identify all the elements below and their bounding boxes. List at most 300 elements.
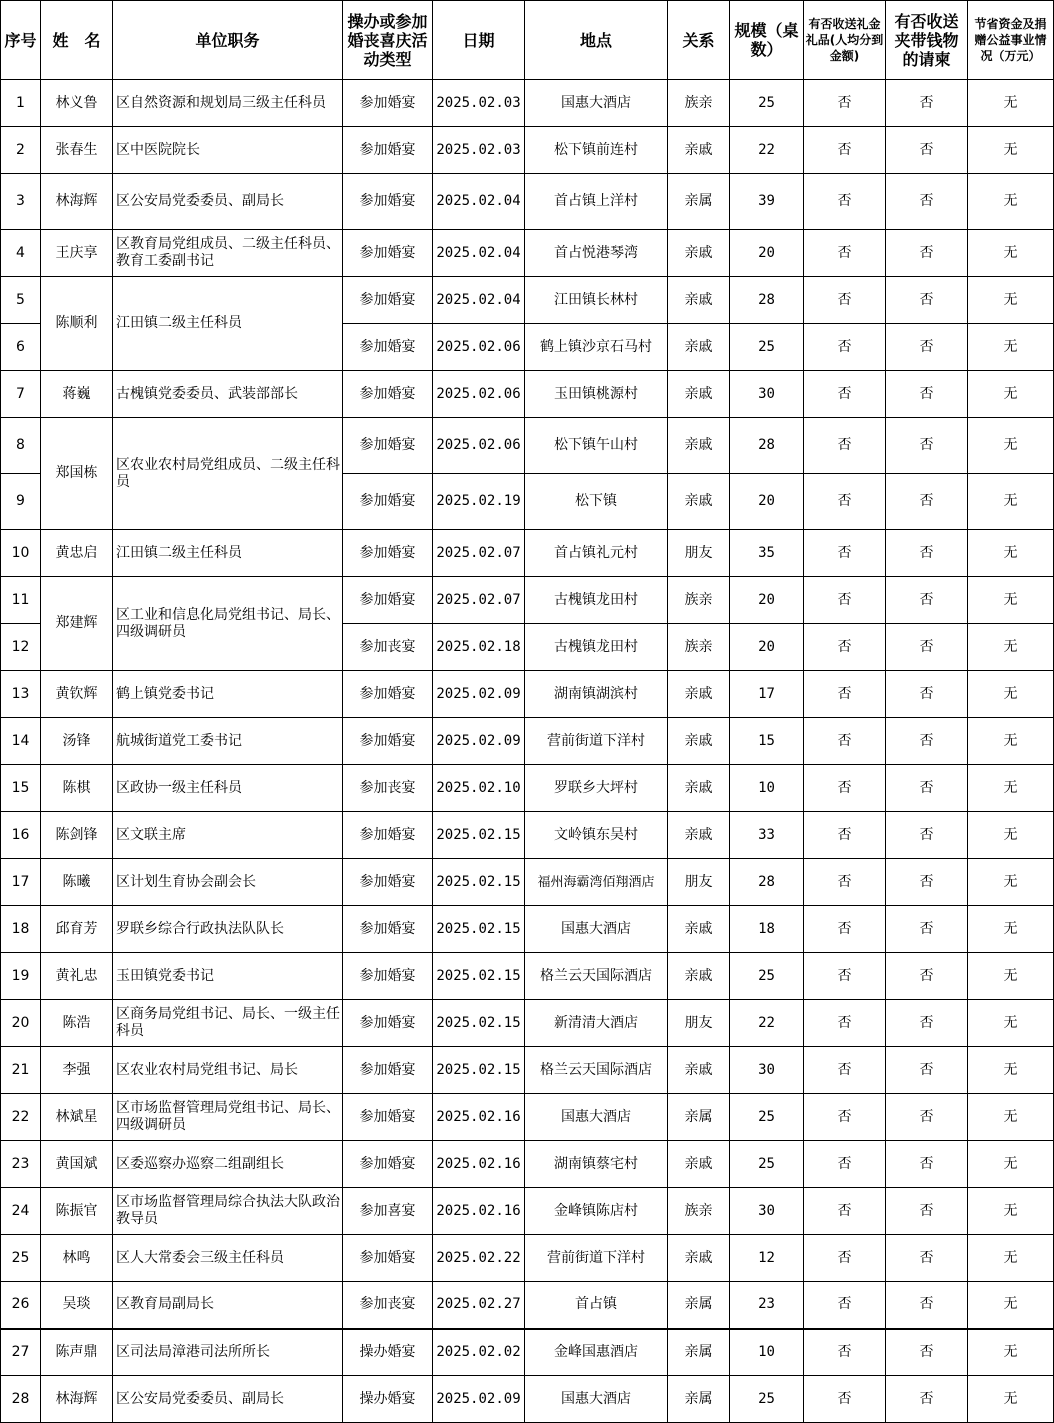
table-row (1, 127, 1054, 174)
table-row (1, 859, 1054, 906)
header-place: 地点 (525, 1, 668, 80)
table-row (1, 1094, 1054, 1141)
cell-scale: 28 (730, 277, 804, 324)
cell-type: 参加婚宴 (343, 1047, 433, 1094)
cell-date: 2025.02.07 (433, 577, 525, 624)
cell-unit: 区工业和信息化局党组书记、局长、四级调研员 (113, 577, 343, 671)
cell-date: 2025.02.15 (433, 906, 525, 953)
cell-relation: 亲戚 (668, 906, 730, 953)
cell-date: 2025.02.06 (433, 418, 525, 474)
cell-donate: 无 (968, 80, 1054, 127)
cell-type: 参加丧宴 (343, 765, 433, 812)
cell-gift: 否 (804, 1047, 886, 1094)
cell-unit: 区自然资源和规划局三级主任科员 (113, 80, 343, 127)
cell-donate: 无 (968, 1235, 1054, 1282)
cell-unit: 江田镇二级主任科员 (113, 277, 343, 371)
cell-date: 2025.02.15 (433, 1047, 525, 1094)
cell-donate: 无 (968, 718, 1054, 765)
cell-gift: 否 (804, 80, 886, 127)
cell-unit: 区教育局副局长 (113, 1282, 343, 1329)
cell-name: 黄国斌 (41, 1141, 113, 1188)
cell-place: 营前街道下洋村 (525, 718, 668, 765)
cell-seq: 23 (1, 1141, 41, 1188)
cell-relation: 亲戚 (668, 1047, 730, 1094)
cell-scale: 25 (730, 953, 804, 1000)
cell-date: 2025.02.07 (433, 530, 525, 577)
cell-unit: 区公安局党委委员、副局长 (113, 174, 343, 230)
table-row (1, 1188, 1054, 1235)
cell-name: 郑国栋 (41, 418, 113, 530)
cell-date: 2025.02.10 (433, 765, 525, 812)
cell-type: 参加婚宴 (343, 671, 433, 718)
cell-scale: 30 (730, 1047, 804, 1094)
cell-gift: 否 (804, 624, 886, 671)
cell-type: 参加婚宴 (343, 906, 433, 953)
cell-relation: 族亲 (668, 624, 730, 671)
cell-gift: 否 (804, 1376, 886, 1423)
cell-relation: 亲属 (668, 1329, 730, 1376)
cell-money: 否 (886, 174, 968, 230)
cell-date: 2025.02.16 (433, 1188, 525, 1235)
cell-date: 2025.02.04 (433, 230, 525, 277)
cell-place: 金峰国惠酒店 (525, 1329, 668, 1376)
cell-date: 2025.02.09 (433, 671, 525, 718)
cell-seq: 5 (1, 277, 41, 324)
cell-gift: 否 (804, 371, 886, 418)
cell-place: 松下镇前连村 (525, 127, 668, 174)
cell-place: 松下镇午山村 (525, 418, 668, 474)
cell-money: 否 (886, 230, 968, 277)
cell-name: 郑建辉 (41, 577, 113, 671)
cell-money: 否 (886, 1376, 968, 1423)
cell-type: 参加婚宴 (343, 80, 433, 127)
cell-type: 参加婚宴 (343, 530, 433, 577)
cell-donate: 无 (968, 474, 1054, 530)
cell-unit: 区文联主席 (113, 812, 343, 859)
cell-money: 否 (886, 718, 968, 765)
cell-seq: 21 (1, 1047, 41, 1094)
cell-name: 林鸣 (41, 1235, 113, 1282)
cell-type: 操办婚宴 (343, 1329, 433, 1376)
cell-seq: 14 (1, 718, 41, 765)
cell-seq: 15 (1, 765, 41, 812)
cell-name: 黄忠启 (41, 530, 113, 577)
cell-scale: 10 (730, 765, 804, 812)
header-date: 日期 (433, 1, 525, 80)
cell-place: 湖南镇蔡宅村 (525, 1141, 668, 1188)
cell-money: 否 (886, 1329, 968, 1376)
cell-type: 操办婚宴 (343, 1376, 433, 1423)
cell-relation: 亲戚 (668, 277, 730, 324)
cell-relation: 朋友 (668, 530, 730, 577)
cell-gift: 否 (804, 577, 886, 624)
cell-gift: 否 (804, 812, 886, 859)
cell-name: 陈振官 (41, 1188, 113, 1235)
cell-type: 参加婚宴 (343, 418, 433, 474)
cell-money: 否 (886, 953, 968, 1000)
cell-seq: 6 (1, 324, 41, 371)
header-name: 姓 名 (41, 1, 113, 80)
cell-date: 2025.02.18 (433, 624, 525, 671)
cell-place: 鹤上镇沙京石马村 (525, 324, 668, 371)
cell-gift: 否 (804, 1141, 886, 1188)
cell-unit: 区农业农村局党组成员、二级主任科员 (113, 418, 343, 530)
cell-date: 2025.02.15 (433, 1000, 525, 1047)
cell-unit: 区政协一级主任科员 (113, 765, 343, 812)
cell-date: 2025.02.15 (433, 859, 525, 906)
cell-place: 首占悦港琴湾 (525, 230, 668, 277)
cell-scale: 25 (730, 1141, 804, 1188)
cell-seq: 1 (1, 80, 41, 127)
cell-name: 陈曦 (41, 859, 113, 906)
cell-date: 2025.02.03 (433, 127, 525, 174)
cell-name: 王庆享 (41, 230, 113, 277)
cell-type: 参加婚宴 (343, 277, 433, 324)
cell-donate: 无 (968, 671, 1054, 718)
cell-type: 参加婚宴 (343, 859, 433, 906)
header-money: 有否收送夹带钱物的请柬 (886, 1, 968, 80)
cell-relation: 亲戚 (668, 418, 730, 474)
header-unit: 单位职务 (113, 1, 343, 80)
cell-unit: 区计划生育协会副会长 (113, 859, 343, 906)
cell-donate: 无 (968, 174, 1054, 230)
cell-gift: 否 (804, 1188, 886, 1235)
cell-donate: 无 (968, 859, 1054, 906)
table-row (1, 530, 1054, 577)
cell-relation: 朋友 (668, 1000, 730, 1047)
cell-name: 蒋巍 (41, 371, 113, 418)
table-row (1, 1141, 1054, 1188)
cell-gift: 否 (804, 953, 886, 1000)
cell-money: 否 (886, 765, 968, 812)
cell-money: 否 (886, 127, 968, 174)
cell-donate: 无 (968, 1188, 1054, 1235)
table-row (1, 1047, 1054, 1094)
cell-relation: 亲属 (668, 1376, 730, 1423)
cell-name: 黄钦辉 (41, 671, 113, 718)
cell-type: 参加婚宴 (343, 718, 433, 765)
cell-gift: 否 (804, 859, 886, 906)
cell-type: 参加婚宴 (343, 1094, 433, 1141)
cell-place: 松下镇 (525, 474, 668, 530)
cell-place: 营前街道下洋村 (525, 1235, 668, 1282)
cell-place: 江田镇长林村 (525, 277, 668, 324)
cell-scale: 20 (730, 624, 804, 671)
cell-unit: 古槐镇党委委员、武装部部长 (113, 371, 343, 418)
cell-relation: 亲属 (668, 1094, 730, 1141)
cell-seq: 11 (1, 577, 41, 624)
cell-money: 否 (886, 1094, 968, 1141)
cell-relation: 亲戚 (668, 812, 730, 859)
cell-place: 古槐镇龙田村 (525, 577, 668, 624)
cell-name: 吴琰 (41, 1282, 113, 1329)
cell-name: 黄礼忠 (41, 953, 113, 1000)
table-row (1, 1376, 1054, 1423)
cell-scale: 25 (730, 324, 804, 371)
cell-place: 格兰云天国际酒店 (525, 953, 668, 1000)
cell-money: 否 (886, 1188, 968, 1235)
cell-relation: 亲属 (668, 174, 730, 230)
cell-scale: 20 (730, 230, 804, 277)
cell-unit: 江田镇二级主任科员 (113, 530, 343, 577)
header-type: 操办或参加婚丧喜庆活动类型 (343, 1, 433, 80)
cell-scale: 30 (730, 371, 804, 418)
cell-scale: 25 (730, 1376, 804, 1423)
cell-scale: 39 (730, 174, 804, 230)
cell-relation: 亲戚 (668, 671, 730, 718)
cell-seq: 16 (1, 812, 41, 859)
header-gift: 有否收送礼金礼品(人均分到金额) (804, 1, 886, 80)
cell-type: 参加丧宴 (343, 1282, 433, 1329)
cell-relation: 亲戚 (668, 127, 730, 174)
cell-seq: 22 (1, 1094, 41, 1141)
cell-relation: 族亲 (668, 1188, 730, 1235)
cell-name: 陈浩 (41, 1000, 113, 1047)
table-row (1, 230, 1054, 277)
cell-relation: 亲戚 (668, 371, 730, 418)
cell-seq: 4 (1, 230, 41, 277)
cell-date: 2025.02.06 (433, 371, 525, 418)
cell-donate: 无 (968, 765, 1054, 812)
cell-scale: 28 (730, 859, 804, 906)
cell-relation: 亲戚 (668, 718, 730, 765)
cell-seq: 13 (1, 671, 41, 718)
cell-place: 首占镇上洋村 (525, 174, 668, 230)
cell-scale: 20 (730, 474, 804, 530)
cell-unit: 区委巡察办巡察二组副组长 (113, 1141, 343, 1188)
cell-place: 首占镇 (525, 1282, 668, 1329)
cell-relation: 朋友 (668, 859, 730, 906)
cell-place: 文岭镇东吴村 (525, 812, 668, 859)
cell-date: 2025.02.03 (433, 80, 525, 127)
cell-type: 参加婚宴 (343, 812, 433, 859)
cell-relation: 亲戚 (668, 324, 730, 371)
cell-money: 否 (886, 624, 968, 671)
cell-donate: 无 (968, 577, 1054, 624)
cell-unit: 罗联乡综合行政执法队队长 (113, 906, 343, 953)
table-row (1, 277, 1054, 324)
cell-gift: 否 (804, 671, 886, 718)
cell-date: 2025.02.16 (433, 1141, 525, 1188)
cell-gift: 否 (804, 1000, 886, 1047)
cell-scale: 28 (730, 418, 804, 474)
cell-money: 否 (886, 324, 968, 371)
cell-donate: 无 (968, 953, 1054, 1000)
cell-unit: 区司法局漳港司法所所长 (113, 1329, 343, 1376)
cell-name: 张春生 (41, 127, 113, 174)
cell-seq: 18 (1, 906, 41, 953)
cell-money: 否 (886, 577, 968, 624)
cell-unit: 区公安局党委委员、副局长 (113, 1376, 343, 1423)
cell-seq: 10 (1, 530, 41, 577)
cell-donate: 无 (968, 1047, 1054, 1094)
cell-place: 国惠大酒店 (525, 80, 668, 127)
cell-gift: 否 (804, 1094, 886, 1141)
cell-money: 否 (886, 277, 968, 324)
cell-seq: 26 (1, 1282, 41, 1329)
table-row (1, 1000, 1054, 1047)
cell-relation: 亲戚 (668, 765, 730, 812)
cell-seq: 17 (1, 859, 41, 906)
cell-type: 参加婚宴 (343, 474, 433, 530)
cell-date: 2025.02.22 (433, 1235, 525, 1282)
table-row (1, 812, 1054, 859)
cell-relation: 亲戚 (668, 1141, 730, 1188)
cell-scale: 25 (730, 1094, 804, 1141)
cell-place: 格兰云天国际酒店 (525, 1047, 668, 1094)
cell-scale: 35 (730, 530, 804, 577)
cell-unit: 区商务局党组书记、局长、一级主任科员 (113, 1000, 343, 1047)
cell-relation: 亲戚 (668, 474, 730, 530)
cell-unit: 区中医院院长 (113, 127, 343, 174)
cell-donate: 无 (968, 1000, 1054, 1047)
cell-scale: 23 (730, 1282, 804, 1329)
header-donate: 节省资金及捐赠公益事业情况（万元） (968, 1, 1054, 80)
cell-gift: 否 (804, 174, 886, 230)
cell-money: 否 (886, 859, 968, 906)
cell-unit: 鹤上镇党委书记 (113, 671, 343, 718)
cell-unit: 玉田镇党委书记 (113, 953, 343, 1000)
cell-gift: 否 (804, 1329, 886, 1376)
cell-donate: 无 (968, 1141, 1054, 1188)
cell-date: 2025.02.04 (433, 174, 525, 230)
cell-date: 2025.02.06 (433, 324, 525, 371)
table-row (1, 1235, 1054, 1282)
cell-scale: 18 (730, 906, 804, 953)
cell-name: 李强 (41, 1047, 113, 1094)
cell-donate: 无 (968, 230, 1054, 277)
cell-gift: 否 (804, 474, 886, 530)
cell-money: 否 (886, 80, 968, 127)
cell-gift: 否 (804, 277, 886, 324)
cell-relation: 族亲 (668, 80, 730, 127)
table-row (1, 671, 1054, 718)
cell-date: 2025.02.02 (433, 1329, 525, 1376)
cell-place: 湖南镇湖滨村 (525, 671, 668, 718)
header-seq: 序号 (1, 1, 41, 80)
cell-donate: 无 (968, 530, 1054, 577)
cell-donate: 无 (968, 371, 1054, 418)
cell-seq: 25 (1, 1235, 41, 1282)
cell-donate: 无 (968, 812, 1054, 859)
table-row (1, 906, 1054, 953)
header-relation: 关系 (668, 1, 730, 80)
cell-type: 参加婚宴 (343, 577, 433, 624)
cell-gift: 否 (804, 127, 886, 174)
cell-place: 玉田镇桃源村 (525, 371, 668, 418)
cell-name: 林义鲁 (41, 80, 113, 127)
cell-scale: 22 (730, 1000, 804, 1047)
cell-donate: 无 (968, 418, 1054, 474)
cell-type: 参加婚宴 (343, 371, 433, 418)
cell-money: 否 (886, 371, 968, 418)
cell-scale: 22 (730, 127, 804, 174)
cell-seq: 28 (1, 1376, 41, 1423)
cell-gift: 否 (804, 530, 886, 577)
cell-scale: 10 (730, 1329, 804, 1376)
cell-scale: 30 (730, 1188, 804, 1235)
cell-name: 邱育芳 (41, 906, 113, 953)
cell-gift: 否 (804, 1282, 886, 1329)
cell-type: 参加喜宴 (343, 1188, 433, 1235)
cell-donate: 无 (968, 906, 1054, 953)
cell-unit: 区人大常委会三级主任科员 (113, 1235, 343, 1282)
cell-gift: 否 (804, 906, 886, 953)
cell-relation: 亲戚 (668, 230, 730, 277)
cell-relation: 亲戚 (668, 1235, 730, 1282)
cell-name: 陈棋 (41, 765, 113, 812)
cell-seq: 3 (1, 174, 41, 230)
cell-donate: 无 (968, 1329, 1054, 1376)
cell-seq: 2 (1, 127, 41, 174)
table-row (1, 765, 1054, 812)
cell-type: 参加婚宴 (343, 127, 433, 174)
cell-type: 参加婚宴 (343, 324, 433, 371)
cell-gift: 否 (804, 418, 886, 474)
cell-gift: 否 (804, 230, 886, 277)
table-row (1, 953, 1054, 1000)
cell-seq: 24 (1, 1188, 41, 1235)
cell-seq: 19 (1, 953, 41, 1000)
cell-donate: 无 (968, 324, 1054, 371)
cell-money: 否 (886, 1282, 968, 1329)
cell-donate: 无 (968, 277, 1054, 324)
table-row (1, 80, 1054, 127)
cell-money: 否 (886, 418, 968, 474)
cell-scale: 12 (730, 1235, 804, 1282)
cell-donate: 无 (968, 624, 1054, 671)
table-row (1, 371, 1054, 418)
cell-type: 参加婚宴 (343, 1000, 433, 1047)
cell-name: 陈顺利 (41, 277, 113, 371)
cell-money: 否 (886, 530, 968, 577)
cell-scale: 25 (730, 80, 804, 127)
header-row (1, 1, 1054, 80)
cell-type: 参加婚宴 (343, 230, 433, 277)
cell-donate: 无 (968, 1282, 1054, 1329)
cell-name: 陈剑锋 (41, 812, 113, 859)
cell-type: 参加丧宴 (343, 624, 433, 671)
cell-money: 否 (886, 474, 968, 530)
table-row (1, 577, 1054, 624)
cell-money: 否 (886, 906, 968, 953)
cell-relation: 族亲 (668, 577, 730, 624)
cell-date: 2025.02.16 (433, 1094, 525, 1141)
cell-date: 2025.02.19 (433, 474, 525, 530)
cell-place: 古槐镇龙田村 (525, 624, 668, 671)
cell-unit: 航城街道党工委书记 (113, 718, 343, 765)
table-row (1, 174, 1054, 230)
cell-place: 金峰镇陈店村 (525, 1188, 668, 1235)
cell-scale: 33 (730, 812, 804, 859)
cell-relation: 亲戚 (668, 953, 730, 1000)
table-row (1, 418, 1054, 474)
cell-donate: 无 (968, 127, 1054, 174)
cell-name: 林海辉 (41, 174, 113, 230)
cell-gift: 否 (804, 765, 886, 812)
header-scale: 规模（桌数） (730, 1, 804, 80)
cell-unit: 区农业农村局党组书记、局长 (113, 1047, 343, 1094)
cell-name: 林海辉 (41, 1376, 113, 1423)
cell-date: 2025.02.27 (433, 1282, 525, 1329)
cell-date: 2025.02.09 (433, 1376, 525, 1423)
cell-donate: 无 (968, 1094, 1054, 1141)
cell-seq: 7 (1, 371, 41, 418)
cell-donate: 无 (968, 1376, 1054, 1423)
cell-type: 参加婚宴 (343, 1141, 433, 1188)
cell-date: 2025.02.15 (433, 812, 525, 859)
cell-scale: 20 (730, 577, 804, 624)
